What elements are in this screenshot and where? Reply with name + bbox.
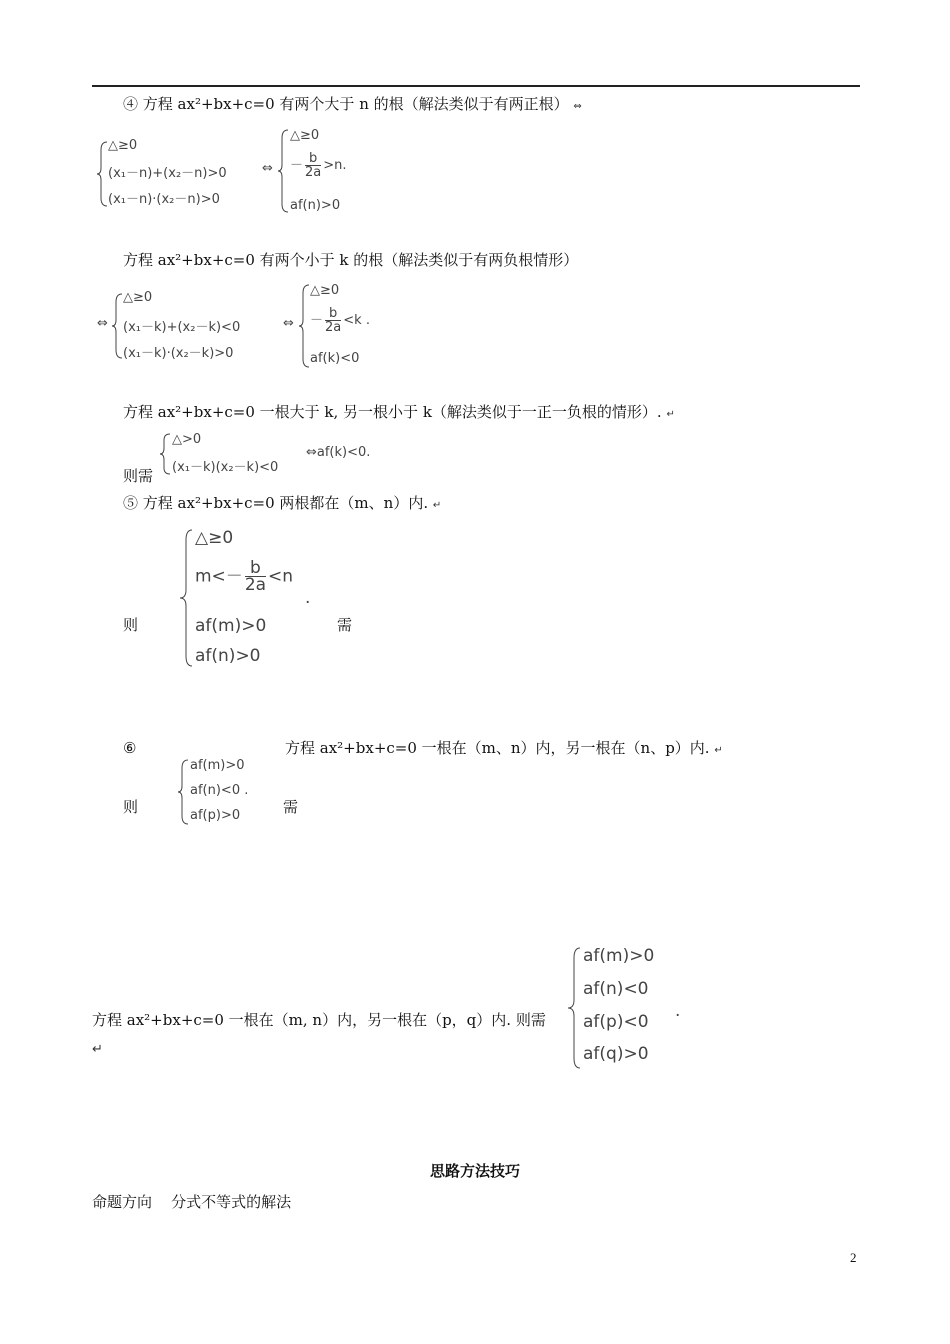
math-row: af(n)>0 <box>290 198 341 213</box>
case6-num: ⑥ <box>123 739 137 757</box>
math-row: (x₁－n)+(x₂－n)>0 <box>108 166 227 181</box>
case5-then: 则 <box>123 616 139 634</box>
math-row: af(p)<0 <box>583 1012 649 1032</box>
math-row: △≥0 <box>310 283 340 298</box>
case4b-left-system <box>123 290 293 362</box>
math-row: △≥0 <box>195 528 234 548</box>
case5-system <box>195 528 335 670</box>
math-row: af(p)>0 <box>190 808 241 823</box>
case4c-text: 方程 ax²+bx+c=0 一根大于 k, 另一根小于 k（解法类似于一正一负根的情形）. ↵ <box>123 403 675 421</box>
case4-right-brace <box>278 128 290 214</box>
case6-then: 则 <box>123 798 139 816</box>
math-row: . <box>305 588 311 608</box>
case4c-then: 则需 <box>123 467 154 485</box>
section-heading: 思路方法技巧 <box>429 1162 520 1180</box>
math-row: af(n)<0 . <box>190 783 249 798</box>
case6-need: 需 <box>283 798 299 816</box>
case5-brace <box>180 528 194 668</box>
case6-system <box>190 758 280 828</box>
math-row: － $\frac{b}{2a}$ <k . <box>310 306 370 335</box>
math-row: △≥0 <box>123 290 153 305</box>
math-row: (x₁－k)+(x₂－k)<0 <box>123 320 241 335</box>
case7-text: 方程 ax²+bx+c=0 一根在（m, n）内，另一根在（p，q）内. 则需 <box>92 1011 546 1029</box>
math-row: af(m)>0 <box>190 758 245 773</box>
case4b-text: 方程 ax²+bx+c=0 有两个小于 k 的根（解法类似于有两负根情形） <box>123 251 579 269</box>
case4-text: ④ 方程 ax²+bx+c=0 有两个大于 n 的根（解法类似于有两正根） ⇔ <box>123 95 582 113</box>
case6-text: 方程 ax²+bx+c=0 一根在（m、n）内，另一根在（n、p）内. ↵ <box>285 739 723 757</box>
math-row: (x₁－k)(x₂－k)<0 <box>172 460 279 475</box>
math-row: af(n)>0 <box>195 646 261 666</box>
case4-equiv: ⇔ <box>262 161 273 176</box>
math-row: △≥0 <box>290 128 320 143</box>
math-row: . <box>675 1001 681 1021</box>
page-number: 2 <box>850 1250 857 1265</box>
math-row: (x₁－n)·(x₂－n)>0 <box>108 192 220 207</box>
case4c-brace <box>160 432 172 476</box>
math-row: af(n)<0 <box>583 979 649 999</box>
case6-brace <box>178 758 190 826</box>
math-row: af(k)<0 <box>310 351 360 366</box>
case5-need: 需 <box>337 616 353 634</box>
math-row: △≥0 <box>108 138 138 153</box>
math-row: af(q)>0 <box>583 1044 649 1064</box>
math-row: m<－ $\frac{b}{2a}$ <n <box>195 558 294 595</box>
case7-mark: ↵ <box>92 1042 103 1057</box>
case5-text: ⑤ 方程 ax²+bx+c=0 两根都在（m、n）内. ↵ <box>123 494 442 512</box>
case4c-system <box>172 432 402 478</box>
topic-line: 命题方向 分式不等式的解法 <box>92 1193 292 1211</box>
case4-left-system <box>108 138 278 210</box>
math-row: － $\frac{b}{2a}$ >n. <box>290 151 347 180</box>
case4b-pre-equiv: ⇔ <box>97 316 108 331</box>
math-row: af(m)>0 <box>583 946 655 966</box>
header-rule <box>92 85 860 87</box>
math-row: △>0 <box>172 432 202 447</box>
math-row: af(m)>0 <box>195 616 267 636</box>
case4b-equiv: ⇔ <box>283 316 294 331</box>
math-row: (x₁－k)·(x₂－k)>0 <box>123 346 234 361</box>
case4-right-system <box>290 128 380 216</box>
case7-system <box>583 946 693 1070</box>
math-row: ⇔af(k)<0. <box>306 445 371 460</box>
case7-brace <box>568 946 582 1070</box>
case4b-right-system <box>310 283 400 371</box>
